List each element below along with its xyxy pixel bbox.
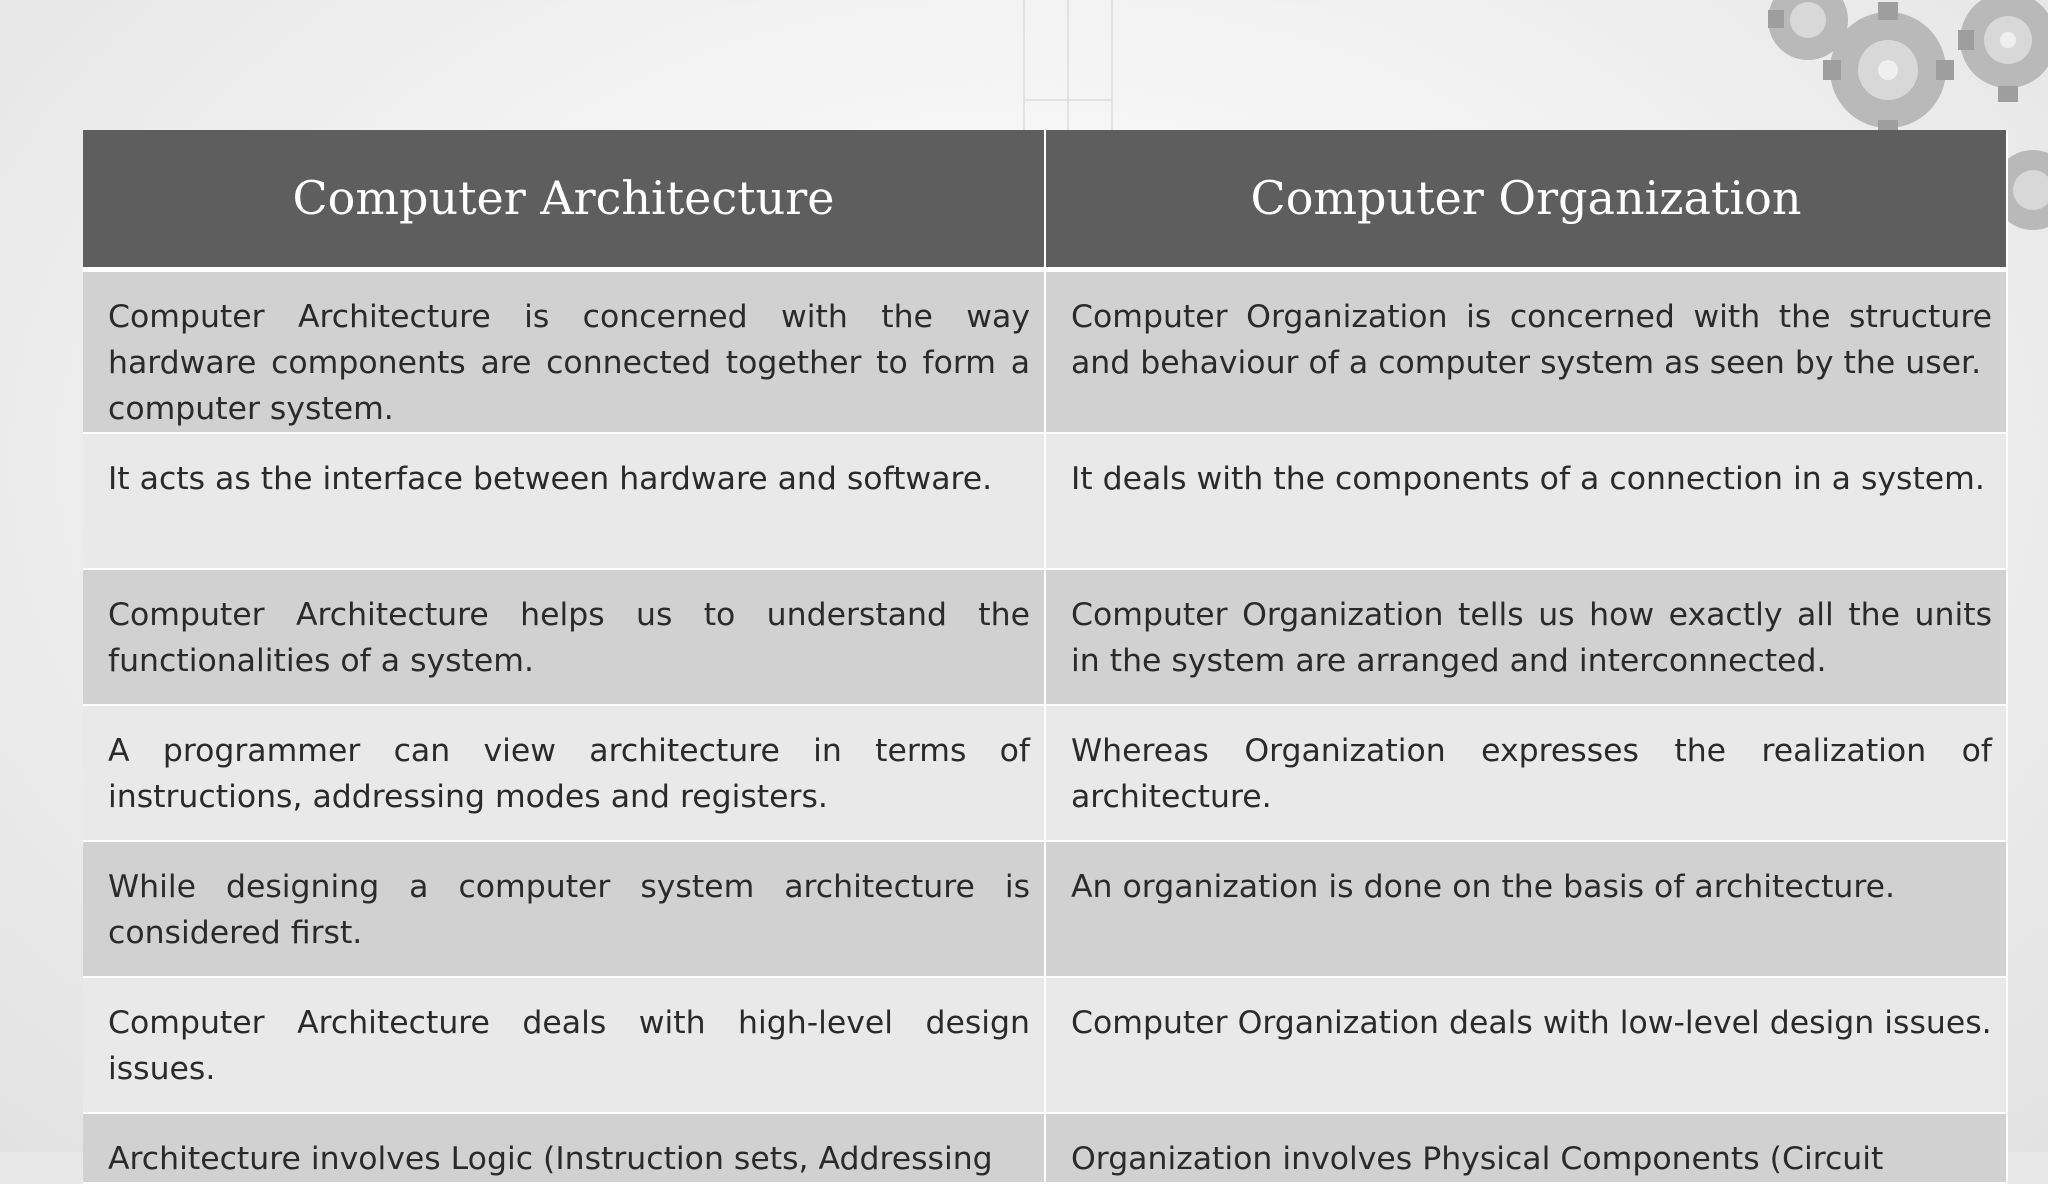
organization-cell: It deals with the components of a connection in a system. [1045,433,2007,569]
table-row [83,269,2007,433]
table-row [83,1113,2007,1183]
architecture-cell: It acts as the interface between hardware and software. [83,433,1045,569]
architecture-cell: Computer Architecture deals with high-level design issues. [83,977,1045,1113]
architecture-cell: Computer Architecture helps us to understand the functionalities of a system. [83,569,1045,705]
architecture-cell: Architecture involves Logic (Instruction sets, Addressing [83,1113,1045,1183]
architecture-cell: A programmer can view architecture in terms of instructions, addressing modes and registers. [83,705,1045,841]
table-row [83,569,2007,705]
table-row [83,433,2007,569]
column-header-organization: Computer Organization [1045,130,2007,269]
table-header-row [83,130,2007,269]
comparison-table [83,130,2008,1184]
table-row [83,977,2007,1113]
table-row [83,841,2007,977]
organization-cell: Computer Organization deals with low-level design issues. [1045,977,2007,1113]
organization-cell: An organization is done on the basis of architecture. [1045,841,2007,977]
architecture-cell: While designing a computer system architecture is considered first. [83,841,1045,977]
organization-cell: Organization involves Physical Components (Circuit [1045,1113,2007,1183]
organization-cell: Whereas Organization expresses the realization of architecture. [1045,705,2007,841]
organization-cell: Computer Organization is concerned with the structure and behaviour of a computer system as seen by the user. [1045,269,2007,433]
organization-cell: Computer Organization tells us how exactly all the units in the system are arranged and interconnected. [1045,569,2007,705]
column-header-architecture: Computer Architecture [83,130,1045,269]
architecture-cell: Computer Architecture is concerned with the way hardware components are connected together to form a computer system. [83,269,1045,433]
table-row [83,705,2007,841]
